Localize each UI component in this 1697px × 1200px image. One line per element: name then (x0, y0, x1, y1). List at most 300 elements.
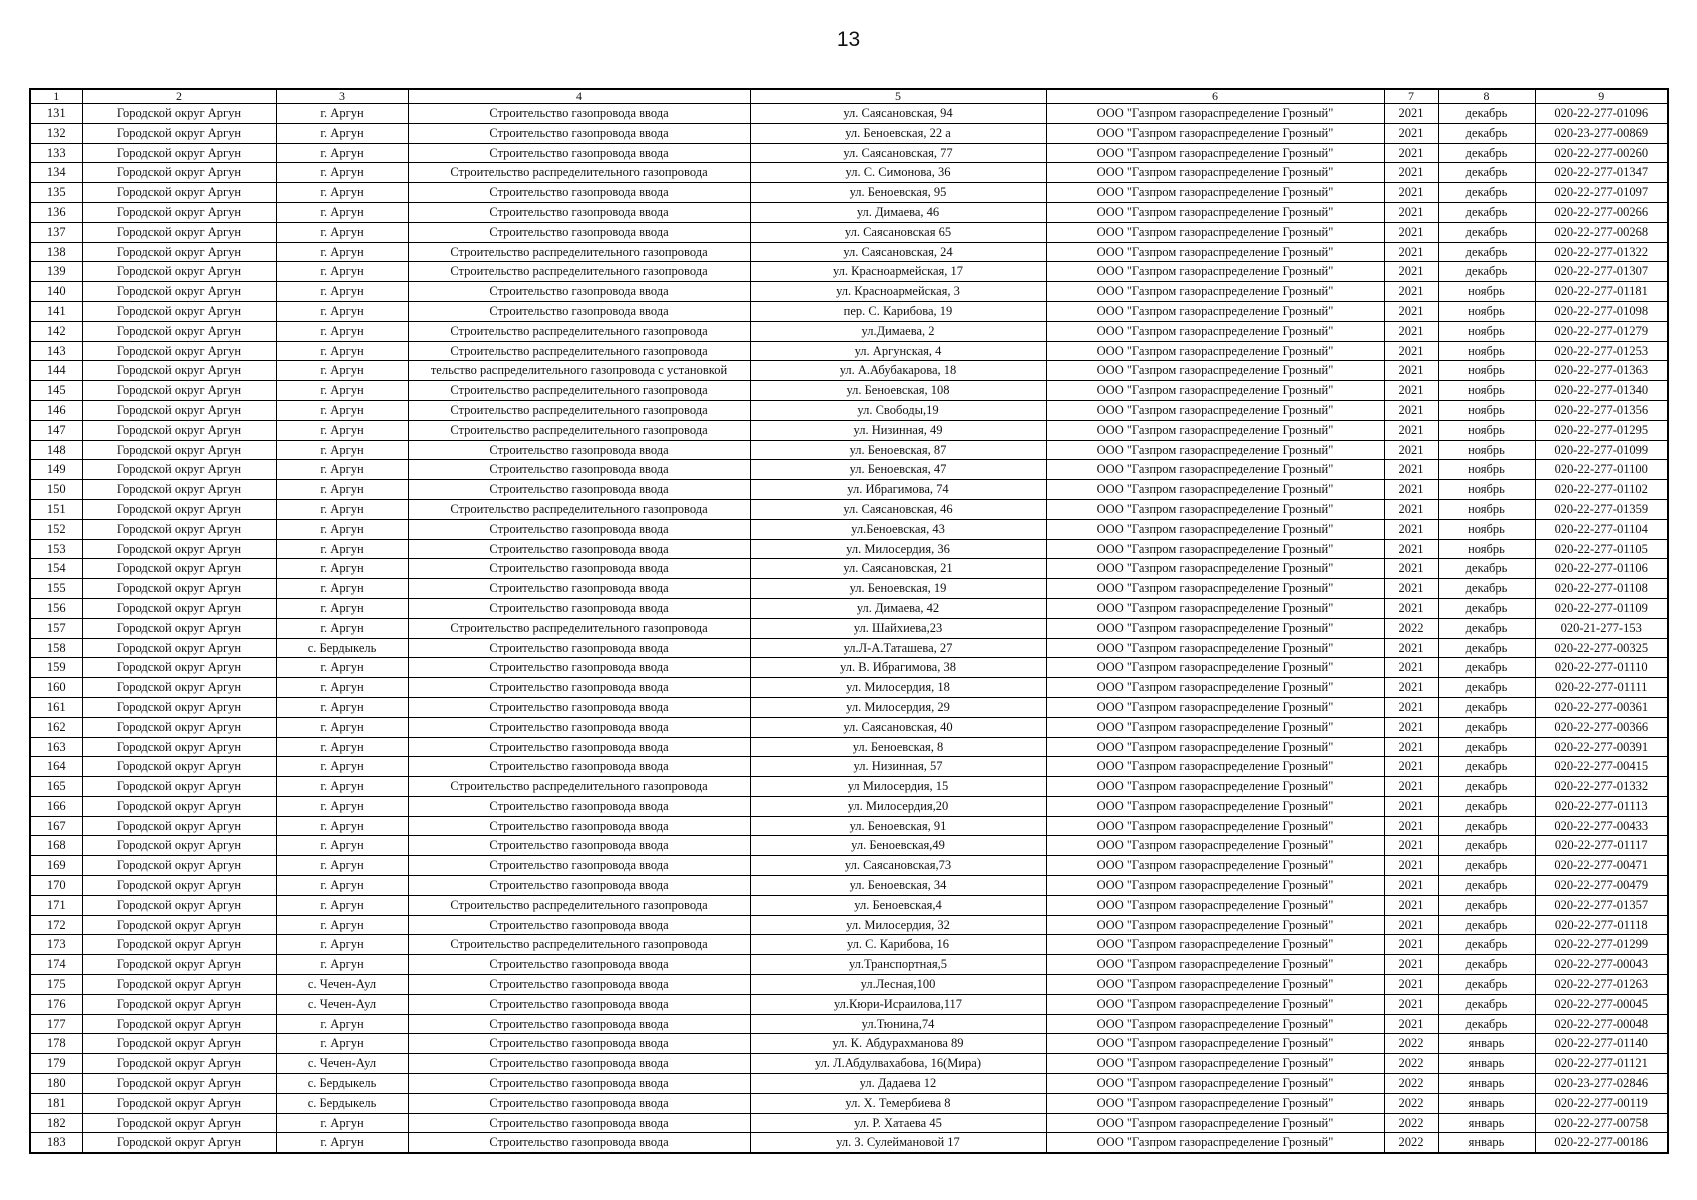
cell-district: Городской округ Аргун (82, 460, 276, 480)
cell-year: 2022 (1384, 1074, 1438, 1094)
cell-address: ул. Беноевская, 87 (750, 440, 1046, 460)
cell-work-type: тельство распределительного газопровода с установкой (408, 361, 750, 381)
cell-locality: г. Аргун (276, 381, 408, 401)
column-header: 1 (30, 89, 82, 104)
cell-row-number: 160 (30, 678, 82, 698)
cell-organization: ООО "Газпром газораспределение Грозный" (1046, 717, 1384, 737)
cell-row-number: 176 (30, 994, 82, 1014)
cell-row-number: 157 (30, 618, 82, 638)
cell-work-type: Строительство газопровода ввода (408, 480, 750, 500)
cell-organization: ООО "Газпром газораспределение Грозный" (1046, 539, 1384, 559)
cell-work-type: Строительство газопровода ввода (408, 816, 750, 836)
cell-registration-number: 020-22-277-01104 (1535, 519, 1668, 539)
cell-month: декабрь (1438, 202, 1535, 222)
cell-work-type: Строительство газопровода ввода (408, 955, 750, 975)
cell-locality: г. Аргун (276, 816, 408, 836)
cell-registration-number: 020-22-277-01322 (1535, 242, 1668, 262)
cell-work-type: Строительство газопровода ввода (408, 915, 750, 935)
table-row (30, 143, 1668, 163)
cell-row-number: 133 (30, 143, 82, 163)
cell-year: 2021 (1384, 460, 1438, 480)
table-row (30, 1034, 1668, 1054)
table-row (30, 420, 1668, 440)
cell-organization: ООО "Газпром газораспределение Грозный" (1046, 757, 1384, 777)
cell-organization: ООО "Газпром газораспределение Грозный" (1046, 1054, 1384, 1074)
cell-row-number: 181 (30, 1093, 82, 1113)
cell-year: 2022 (1384, 1093, 1438, 1113)
cell-address: ул.Димаева, 2 (750, 321, 1046, 341)
cell-year: 2021 (1384, 381, 1438, 401)
cell-district: Городской округ Аргун (82, 183, 276, 203)
cell-work-type: Строительство газопровода ввода (408, 1054, 750, 1074)
table-row (30, 480, 1668, 500)
cell-month: декабрь (1438, 163, 1535, 183)
cell-row-number: 166 (30, 796, 82, 816)
cell-row-number: 151 (30, 499, 82, 519)
table-row (30, 183, 1668, 203)
cell-organization: ООО "Газпром газораспределение Грозный" (1046, 559, 1384, 579)
cell-registration-number: 020-22-277-01113 (1535, 796, 1668, 816)
cell-locality: г. Аргун (276, 796, 408, 816)
cell-year: 2021 (1384, 539, 1438, 559)
cell-month: декабрь (1438, 678, 1535, 698)
cell-address: ул. Беноевская, 108 (750, 381, 1046, 401)
cell-row-number: 164 (30, 757, 82, 777)
cell-locality: с. Чечен-Аул (276, 1054, 408, 1074)
table-row (30, 816, 1668, 836)
cell-month: декабрь (1438, 777, 1535, 797)
cell-address: ул. Милосердия, 36 (750, 539, 1046, 559)
cell-locality: г. Аргун (276, 480, 408, 500)
column-header: 2 (82, 89, 276, 104)
cell-row-number: 141 (30, 301, 82, 321)
table-row (30, 242, 1668, 262)
cell-address: ул. Беноевская,49 (750, 836, 1046, 856)
cell-year: 2021 (1384, 321, 1438, 341)
cell-address: ул. Саясановская, 21 (750, 559, 1046, 579)
cell-address: ул. Свободы,19 (750, 400, 1046, 420)
cell-row-number: 146 (30, 400, 82, 420)
cell-district: Городской округ Аргун (82, 658, 276, 678)
cell-locality: г. Аргун (276, 440, 408, 460)
cell-month: декабрь (1438, 638, 1535, 658)
table-row (30, 163, 1668, 183)
cell-organization: ООО "Газпром газораспределение Грозный" (1046, 994, 1384, 1014)
cell-locality: г. Аргун (276, 539, 408, 559)
cell-address: пер. С. Карибова, 19 (750, 301, 1046, 321)
cell-month: ноябрь (1438, 440, 1535, 460)
cell-month: декабрь (1438, 242, 1535, 262)
cell-address: ул. Беноевская, 8 (750, 737, 1046, 757)
table-row (30, 975, 1668, 995)
cell-locality: г. Аргун (276, 678, 408, 698)
cell-district: Городской округ Аргун (82, 381, 276, 401)
cell-address: ул. Димаева, 42 (750, 598, 1046, 618)
cell-work-type: Строительство газопровода ввода (408, 836, 750, 856)
cell-work-type: Строительство газопровода ввода (408, 143, 750, 163)
cell-district: Городской округ Аргун (82, 262, 276, 282)
cell-registration-number: 020-22-277-00119 (1535, 1093, 1668, 1113)
cell-work-type: Строительство газопровода ввода (408, 678, 750, 698)
cell-month: январь (1438, 1034, 1535, 1054)
cell-registration-number: 020-22-277-01097 (1535, 183, 1668, 203)
cell-district: Городской округ Аргун (82, 1093, 276, 1113)
cell-organization: ООО "Газпром газораспределение Грозный" (1046, 440, 1384, 460)
header-row (30, 89, 1668, 104)
cell-row-number: 138 (30, 242, 82, 262)
cell-locality: г. Аргун (276, 777, 408, 797)
cell-organization: ООО "Газпром газораспределение Грозный" (1046, 836, 1384, 856)
cell-month: ноябрь (1438, 480, 1535, 500)
cell-month: декабрь (1438, 123, 1535, 143)
cell-district: Городской округ Аргун (82, 994, 276, 1014)
cell-year: 2021 (1384, 816, 1438, 836)
cell-locality: г. Аргун (276, 955, 408, 975)
cell-registration-number: 020-22-277-01299 (1535, 935, 1668, 955)
table-row (30, 499, 1668, 519)
cell-registration-number: 020-22-277-01109 (1535, 598, 1668, 618)
table-row (30, 777, 1668, 797)
cell-organization: ООО "Газпром газораспределение Грозный" (1046, 955, 1384, 975)
cell-row-number: 165 (30, 777, 82, 797)
cell-organization: ООО "Газпром газораспределение Грозный" (1046, 697, 1384, 717)
cell-district: Городской округ Аргун (82, 539, 276, 559)
cell-organization: ООО "Газпром газораспределение Грозный" (1046, 579, 1384, 599)
cell-organization: ООО "Газпром газораспределение Грозный" (1046, 202, 1384, 222)
cell-address: ул. Красноармейская, 17 (750, 262, 1046, 282)
cell-month: декабрь (1438, 856, 1535, 876)
cell-row-number: 171 (30, 895, 82, 915)
cell-year: 2021 (1384, 480, 1438, 500)
cell-month: ноябрь (1438, 460, 1535, 480)
table-row (30, 935, 1668, 955)
cell-address: ул. Саясановская, 77 (750, 143, 1046, 163)
cell-registration-number: 020-22-277-00391 (1535, 737, 1668, 757)
cell-work-type: Строительство газопровода ввода (408, 222, 750, 242)
cell-district: Городской округ Аргун (82, 678, 276, 698)
cell-row-number: 153 (30, 539, 82, 559)
cell-registration-number: 020-22-277-00186 (1535, 1133, 1668, 1153)
cell-work-type: Строительство газопровода ввода (408, 1074, 750, 1094)
cell-year: 2021 (1384, 341, 1438, 361)
table-row (30, 262, 1668, 282)
cell-month: декабрь (1438, 836, 1535, 856)
cell-month: декабрь (1438, 697, 1535, 717)
cell-registration-number: 020-22-277-00415 (1535, 757, 1668, 777)
cell-work-type: Строительство распределительного газопровода (408, 895, 750, 915)
table-row (30, 856, 1668, 876)
cell-locality: г. Аргун (276, 420, 408, 440)
table-row (30, 1014, 1668, 1034)
cell-work-type: Строительство газопровода ввода (408, 559, 750, 579)
cell-work-type: Строительство газопровода ввода (408, 202, 750, 222)
table-row (30, 1054, 1668, 1074)
cell-row-number: 178 (30, 1034, 82, 1054)
cell-district: Городской округ Аргун (82, 361, 276, 381)
cell-work-type: Строительство газопровода ввода (408, 1113, 750, 1133)
cell-district: Городской округ Аргун (82, 1074, 276, 1094)
cell-organization: ООО "Газпром газораспределение Грозный" (1046, 856, 1384, 876)
cell-registration-number: 020-22-277-01108 (1535, 579, 1668, 599)
cell-address: ул. Саясановская, 24 (750, 242, 1046, 262)
cell-row-number: 169 (30, 856, 82, 876)
cell-registration-number: 020-22-277-01253 (1535, 341, 1668, 361)
cell-organization: ООО "Газпром газораспределение Грозный" (1046, 1014, 1384, 1034)
table-row (30, 1133, 1668, 1153)
cell-address: ул. Низинная, 57 (750, 757, 1046, 777)
cell-locality: г. Аргун (276, 1014, 408, 1034)
cell-row-number: 167 (30, 816, 82, 836)
cell-locality: г. Аргун (276, 301, 408, 321)
cell-locality: г. Аргун (276, 559, 408, 579)
cell-registration-number: 020-22-277-01096 (1535, 104, 1668, 124)
cell-work-type: Строительство газопровода ввода (408, 598, 750, 618)
table-row (30, 123, 1668, 143)
cell-locality: с. Чечен-Аул (276, 994, 408, 1014)
cell-work-type: Строительство газопровода ввода (408, 876, 750, 896)
cell-work-type: Строительство распределительного газопровода (408, 163, 750, 183)
table-row (30, 440, 1668, 460)
cell-registration-number: 020-22-277-01106 (1535, 559, 1668, 579)
cell-year: 2021 (1384, 202, 1438, 222)
cell-registration-number: 020-22-277-00048 (1535, 1014, 1668, 1034)
cell-row-number: 154 (30, 559, 82, 579)
cell-year: 2021 (1384, 994, 1438, 1014)
cell-row-number: 173 (30, 935, 82, 955)
cell-row-number: 148 (30, 440, 82, 460)
cell-month: ноябрь (1438, 301, 1535, 321)
cell-month: январь (1438, 1133, 1535, 1153)
cell-locality: г. Аргун (276, 183, 408, 203)
table-row (30, 757, 1668, 777)
cell-month: декабрь (1438, 579, 1535, 599)
cell-year: 2021 (1384, 915, 1438, 935)
cell-organization: ООО "Газпром газораспределение Грозный" (1046, 1034, 1384, 1054)
cell-locality: г. Аргун (276, 579, 408, 599)
cell-locality: г. Аргун (276, 123, 408, 143)
cell-row-number: 163 (30, 737, 82, 757)
cell-month: ноябрь (1438, 420, 1535, 440)
cell-work-type: Строительство распределительного газопровода (408, 262, 750, 282)
cell-locality: г. Аргун (276, 361, 408, 381)
cell-organization: ООО "Газпром газораспределение Грозный" (1046, 1074, 1384, 1094)
table-row (30, 994, 1668, 1014)
cell-district: Городской округ Аргун (82, 104, 276, 124)
cell-row-number: 183 (30, 1133, 82, 1153)
cell-registration-number: 020-21-277-153 (1535, 618, 1668, 638)
cell-address: ул. Саясановская, 46 (750, 499, 1046, 519)
cell-organization: ООО "Газпром газораспределение Грозный" (1046, 915, 1384, 935)
cell-address: ул Милосердия, 15 (750, 777, 1046, 797)
cell-work-type: Строительство распределительного газопровода (408, 242, 750, 262)
cell-work-type: Строительство газопровода ввода (408, 579, 750, 599)
cell-organization: ООО "Газпром газораспределение Грозный" (1046, 321, 1384, 341)
cell-district: Городской округ Аргун (82, 796, 276, 816)
cell-year: 2022 (1384, 618, 1438, 638)
cell-address: ул. Саясановская,73 (750, 856, 1046, 876)
table-row (30, 361, 1668, 381)
cell-registration-number: 020-22-277-01347 (1535, 163, 1668, 183)
cell-organization: ООО "Газпром газораспределение Грозный" (1046, 361, 1384, 381)
cell-year: 2021 (1384, 104, 1438, 124)
cell-work-type: Строительство распределительного газопровода (408, 935, 750, 955)
cell-registration-number: 020-22-277-01117 (1535, 836, 1668, 856)
cell-year: 2021 (1384, 262, 1438, 282)
cell-month: ноябрь (1438, 539, 1535, 559)
cell-work-type: Строительство газопровода ввода (408, 519, 750, 539)
cell-work-type: Строительство газопровода ввода (408, 856, 750, 876)
cell-district: Городской округ Аргун (82, 895, 276, 915)
cell-year: 2021 (1384, 697, 1438, 717)
cell-locality: г. Аргун (276, 341, 408, 361)
cell-row-number: 175 (30, 975, 82, 995)
cell-row-number: 137 (30, 222, 82, 242)
cell-district: Городской округ Аргун (82, 143, 276, 163)
cell-row-number: 145 (30, 381, 82, 401)
cell-registration-number: 020-22-277-01099 (1535, 440, 1668, 460)
cell-locality: г. Аргун (276, 143, 408, 163)
cell-year: 2021 (1384, 400, 1438, 420)
cell-locality: г. Аргун (276, 915, 408, 935)
cell-locality: г. Аргун (276, 282, 408, 302)
cell-month: декабрь (1438, 717, 1535, 737)
cell-row-number: 172 (30, 915, 82, 935)
cell-locality: г. Аргун (276, 400, 408, 420)
cell-district: Городской округ Аргун (82, 341, 276, 361)
cell-organization: ООО "Газпром газораспределение Грозный" (1046, 104, 1384, 124)
cell-organization: ООО "Газпром газораспределение Грозный" (1046, 242, 1384, 262)
cell-work-type: Строительство газопровода ввода (408, 183, 750, 203)
cell-organization: ООО "Газпром газораспределение Грозный" (1046, 420, 1384, 440)
cell-year: 2021 (1384, 301, 1438, 321)
cell-address: ул. Беноевская, 91 (750, 816, 1046, 836)
cell-address: ул.Беноевская, 43 (750, 519, 1046, 539)
cell-organization: ООО "Газпром газораспределение Грозный" (1046, 381, 1384, 401)
cell-month: январь (1438, 1074, 1535, 1094)
cell-district: Городской округ Аргун (82, 1133, 276, 1153)
cell-organization: ООО "Газпром газораспределение Грозный" (1046, 222, 1384, 242)
cell-registration-number: 020-22-277-01356 (1535, 400, 1668, 420)
cell-district: Городской округ Аргун (82, 400, 276, 420)
cell-registration-number: 020-22-277-01110 (1535, 658, 1668, 678)
cell-year: 2021 (1384, 658, 1438, 678)
table-row (30, 381, 1668, 401)
cell-locality: г. Аргун (276, 598, 408, 618)
cell-district: Городской округ Аргун (82, 202, 276, 222)
cell-year: 2021 (1384, 420, 1438, 440)
cell-address: ул. Саясановская 65 (750, 222, 1046, 242)
cell-registration-number: 020-22-277-01307 (1535, 262, 1668, 282)
cell-row-number: 142 (30, 321, 82, 341)
cell-row-number: 162 (30, 717, 82, 737)
cell-year: 2021 (1384, 440, 1438, 460)
cell-work-type: Строительство распределительного газопровода (408, 321, 750, 341)
cell-district: Городской округ Аргун (82, 480, 276, 500)
cell-address: ул. Милосердия,20 (750, 796, 1046, 816)
cell-locality: с. Бердыкель (276, 1093, 408, 1113)
cell-work-type: Строительство газопровода ввода (408, 301, 750, 321)
table-row (30, 598, 1668, 618)
cell-month: ноябрь (1438, 519, 1535, 539)
column-header: 9 (1535, 89, 1668, 104)
cell-district: Городской округ Аргун (82, 836, 276, 856)
cell-organization: ООО "Газпром газораспределение Грозный" (1046, 460, 1384, 480)
cell-registration-number: 020-22-277-00479 (1535, 876, 1668, 896)
cell-district: Городской округ Аргун (82, 935, 276, 955)
column-header: 7 (1384, 89, 1438, 104)
cell-month: ноябрь (1438, 282, 1535, 302)
cell-month: ноябрь (1438, 499, 1535, 519)
cell-registration-number: 020-22-277-01263 (1535, 975, 1668, 995)
cell-row-number: 158 (30, 638, 82, 658)
cell-district: Городской округ Аргун (82, 717, 276, 737)
cell-year: 2021 (1384, 282, 1438, 302)
cell-registration-number: 020-22-277-00433 (1535, 816, 1668, 836)
cell-address: ул.Лесная,100 (750, 975, 1046, 995)
cell-row-number: 177 (30, 1014, 82, 1034)
cell-address: ул. В. Ибрагимова, 38 (750, 658, 1046, 678)
cell-organization: ООО "Газпром газораспределение Грозный" (1046, 678, 1384, 698)
table-row (30, 321, 1668, 341)
cell-locality: г. Аргун (276, 104, 408, 124)
cell-locality: г. Аргун (276, 836, 408, 856)
cell-row-number: 149 (30, 460, 82, 480)
table-row (30, 301, 1668, 321)
cell-year: 2021 (1384, 777, 1438, 797)
cell-district: Городской округ Аргун (82, 777, 276, 797)
cell-organization: ООО "Газпром газораспределение Грозный" (1046, 341, 1384, 361)
cell-month: ноябрь (1438, 341, 1535, 361)
cell-registration-number: 020-22-277-01140 (1535, 1034, 1668, 1054)
cell-year: 2021 (1384, 222, 1438, 242)
cell-work-type: Строительство распределительного газопровода (408, 420, 750, 440)
cell-year: 2021 (1384, 143, 1438, 163)
cell-month: декабрь (1438, 618, 1535, 638)
cell-row-number: 147 (30, 420, 82, 440)
cell-year: 2021 (1384, 1014, 1438, 1034)
cell-district: Городской округ Аргун (82, 1014, 276, 1034)
table-row (30, 717, 1668, 737)
table-row (30, 1074, 1668, 1094)
cell-locality: с. Чечен-Аул (276, 975, 408, 995)
cell-address: ул.Кюри-Исраилова,117 (750, 994, 1046, 1014)
cell-month: декабрь (1438, 262, 1535, 282)
cell-organization: ООО "Газпром газораспределение Грозный" (1046, 618, 1384, 638)
cell-month: декабрь (1438, 895, 1535, 915)
cell-organization: ООО "Газпром газораспределение Грозный" (1046, 480, 1384, 500)
cell-year: 2022 (1384, 1113, 1438, 1133)
column-header: 3 (276, 89, 408, 104)
cell-address: ул. Беноевская, 19 (750, 579, 1046, 599)
cell-year: 2021 (1384, 598, 1438, 618)
cell-work-type: Строительство газопровода ввода (408, 717, 750, 737)
cell-registration-number: 020-22-277-00268 (1535, 222, 1668, 242)
table-row (30, 1113, 1668, 1133)
cell-address: ул. Саясановская, 94 (750, 104, 1046, 124)
cell-district: Городской округ Аргун (82, 816, 276, 836)
cell-registration-number: 020-23-277-02846 (1535, 1074, 1668, 1094)
cell-row-number: 170 (30, 876, 82, 896)
cell-address: ул. Красноармейская, 3 (750, 282, 1046, 302)
cell-address: ул. Р. Хатаева 45 (750, 1113, 1046, 1133)
cell-district: Городской округ Аргун (82, 1034, 276, 1054)
cell-work-type: Строительство газопровода ввода (408, 1133, 750, 1153)
cell-work-type: Строительство газопровода ввода (408, 737, 750, 757)
cell-registration-number: 020-22-277-00366 (1535, 717, 1668, 737)
cell-month: ноябрь (1438, 361, 1535, 381)
cell-work-type: Строительство газопровода ввода (408, 123, 750, 143)
cell-year: 2021 (1384, 856, 1438, 876)
